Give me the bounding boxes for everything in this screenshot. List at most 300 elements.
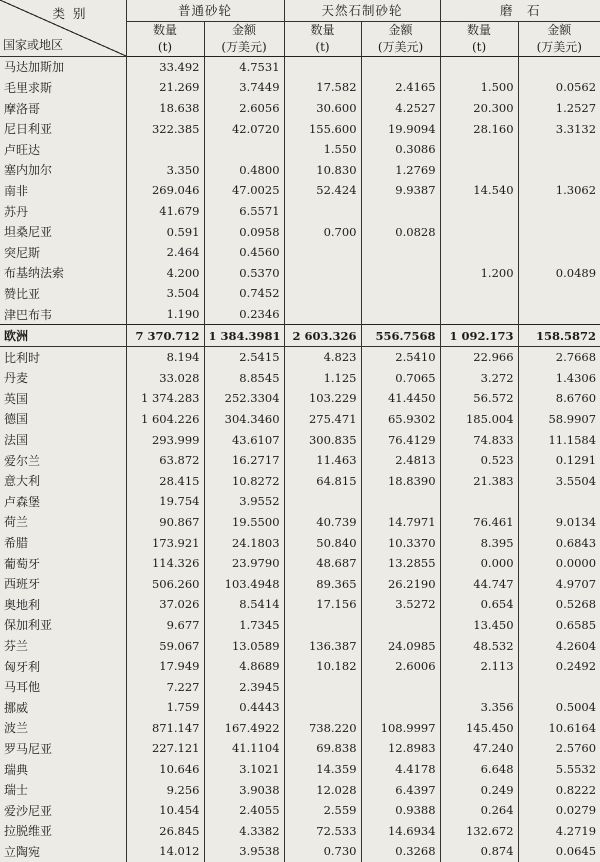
amount-ordinary-cell: 42.0720 [204, 118, 284, 139]
qty-natural-stone-cell: 2.559 [284, 800, 361, 821]
amount-natural-stone-cell [361, 283, 440, 304]
qty-ordinary-cell: 19.754 [126, 491, 204, 512]
amount-whetstone-cell: 1.4306 [518, 368, 600, 389]
country-name: 布基纳法索 [4, 266, 65, 281]
qty-whetstone-cell [440, 160, 518, 181]
group-header-natural-stone-wheels: 天然石制砂轮 [284, 0, 440, 21]
qty-ordinary-cell: 41.679 [126, 201, 204, 222]
amount-natural-stone-cell [361, 242, 440, 263]
header-row-groups [0, 0, 600, 21]
qty-ordinary-cell: 269.046 [126, 180, 204, 201]
amount-natural-stone-cell: 24.0985 [361, 635, 440, 656]
qty-ordinary-cell: 33.492 [126, 56, 204, 77]
qty-natural-stone-cell: 4.823 [284, 346, 361, 367]
amount-ordinary-cell: 3.1021 [204, 759, 284, 780]
table-row [0, 553, 600, 574]
qty-natural-stone-cell: 52.424 [284, 180, 361, 201]
amount-whetstone-cell: 0.8222 [518, 779, 600, 800]
table-row [0, 56, 600, 77]
table-row [0, 841, 600, 862]
amount-natural-stone-cell: 3.5272 [361, 594, 440, 615]
amount-natural-stone-cell: 6.4397 [361, 779, 440, 800]
amount-ordinary-cell: 304.3460 [204, 409, 284, 430]
qty-whetstone-cell: 6.648 [440, 759, 518, 780]
qty-whetstone-cell: 0.264 [440, 800, 518, 821]
qty-whetstone-cell: 3.356 [440, 697, 518, 718]
qty-ordinary-cell: 8.194 [126, 346, 204, 367]
table-row [0, 160, 600, 181]
qty-whetstone-cell: 1.200 [440, 263, 518, 284]
amount-natural-stone-cell [361, 56, 440, 77]
amount-ordinary-cell: 16.2717 [204, 450, 284, 471]
amount-ordinary-cell: 2.4055 [204, 800, 284, 821]
qty-natural-stone-cell: 155.600 [284, 118, 361, 139]
qty-whetstone-cell [440, 283, 518, 304]
qty-whetstone-cell: 0.654 [440, 594, 518, 615]
amount-natural-stone-cell: 0.7065 [361, 368, 440, 389]
amount-whetstone-cell: 3.5504 [518, 470, 600, 491]
amount-ordinary-cell: 103.4948 [204, 573, 284, 594]
qty-natural-stone-cell [284, 304, 361, 325]
table-row [0, 800, 600, 821]
qty-whetstone-cell: 47.240 [440, 738, 518, 759]
amount-natural-stone-cell: 65.9302 [361, 409, 440, 430]
amount-ordinary-cell: 43.6107 [204, 429, 284, 450]
qty-ordinary-cell: 59.067 [126, 635, 204, 656]
amount-natural-stone-cell: 0.9388 [361, 800, 440, 821]
qty-whetstone-cell: 14.540 [440, 180, 518, 201]
corner-header [0, 0, 126, 56]
table-row [0, 635, 600, 656]
amount-whetstone-cell: 0.5004 [518, 697, 600, 718]
country-name: 罗马尼亚 [4, 741, 53, 756]
amount-natural-stone-cell: 13.2855 [361, 553, 440, 574]
qty-natural-stone-cell: 11.463 [284, 450, 361, 471]
country-name: 德国 [4, 412, 29, 427]
country-name: 西班牙 [4, 577, 41, 592]
amount-natural-stone-cell: 2.4165 [361, 77, 440, 98]
amount-ordinary-cell: 24.1803 [204, 532, 284, 553]
amount-natural-stone-cell [361, 676, 440, 697]
qty-natural-stone-cell [284, 676, 361, 697]
amount-ordinary-cell: 0.2346 [204, 304, 284, 325]
qty-natural-stone-cell: 72.533 [284, 821, 361, 842]
qty-ordinary-cell [126, 139, 204, 160]
qty-natural-stone-cell: 738.220 [284, 718, 361, 739]
table-row [0, 346, 600, 367]
qty-ordinary-cell: 10.646 [126, 759, 204, 780]
amount-whetstone-cell [518, 56, 600, 77]
region-name: 欧洲 [0, 325, 126, 347]
qty-natural-stone-cell: 50.840 [284, 532, 361, 553]
amount-ordinary-cell: 8.5414 [204, 594, 284, 615]
qty-whetstone-cell: 21.383 [440, 470, 518, 491]
qty-natural-stone-cell: 64.815 [284, 470, 361, 491]
qty-natural-stone-cell: 0.700 [284, 221, 361, 242]
qty-natural-stone-cell [284, 242, 361, 263]
qty-natural-stone-cell: 1.550 [284, 139, 361, 160]
qty-ordinary-cell: 173.921 [126, 532, 204, 553]
qty-natural-stone-cell: 40.739 [284, 512, 361, 533]
amount-ordinary-cell: 1 384.3981 [204, 325, 284, 347]
qty-whetstone-cell: 48.532 [440, 635, 518, 656]
amount-whetstone-cell [518, 491, 600, 512]
qty-natural-stone-cell: 48.687 [284, 553, 361, 574]
country-name: 塞内加尔 [4, 163, 53, 178]
table-row [0, 201, 600, 222]
country-name: 苏丹 [4, 204, 29, 219]
qty-natural-stone-cell: 275.471 [284, 409, 361, 430]
country-name: 意大利 [4, 474, 41, 489]
amount-ordinary-cell: 3.9552 [204, 491, 284, 512]
amount-whetstone-cell: 8.6760 [518, 388, 600, 409]
qty-natural-stone-cell [284, 615, 361, 636]
qty-natural-stone-cell [284, 201, 361, 222]
qty-whetstone-cell [440, 56, 518, 77]
amount-ordinary-cell: 0.4800 [204, 160, 284, 181]
qty-ordinary-cell: 37.026 [126, 594, 204, 615]
amount-whetstone-cell: 0.6585 [518, 615, 600, 636]
qty-whetstone-cell: 0.000 [440, 553, 518, 574]
qty-whetstone-cell: 1 092.173 [440, 325, 518, 347]
country-name: 比利时 [4, 350, 41, 365]
amount-ordinary-cell: 3.9538 [204, 841, 284, 862]
table-row [0, 718, 600, 739]
amount-natural-stone-cell: 18.8390 [361, 470, 440, 491]
group-header-whetstones: 磨 石 [440, 0, 600, 21]
table-row [0, 118, 600, 139]
amount-whetstone-cell: 0.2492 [518, 656, 600, 677]
qty-ordinary-cell: 227.121 [126, 738, 204, 759]
amount-ordinary-cell: 2.3945 [204, 676, 284, 697]
amount-ordinary-cell: 0.5370 [204, 263, 284, 284]
qty-natural-stone-cell: 0.730 [284, 841, 361, 862]
amount-ordinary-cell: 1.7345 [204, 615, 284, 636]
table-row [0, 759, 600, 780]
country-name: 保加利亚 [4, 618, 53, 633]
amount-natural-stone-cell: 0.3086 [361, 139, 440, 160]
qty-natural-stone-cell: 10.830 [284, 160, 361, 181]
qty-ordinary-cell: 322.385 [126, 118, 204, 139]
qty-natural-stone-cell: 136.387 [284, 635, 361, 656]
country-name: 丹麦 [4, 371, 29, 386]
table-row [0, 470, 600, 491]
qty-ordinary-cell: 9.256 [126, 779, 204, 800]
table-row [0, 139, 600, 160]
qty-ordinary-cell: 2.464 [126, 242, 204, 263]
country-name: 挪威 [4, 700, 29, 715]
qty-whetstone-cell: 13.450 [440, 615, 518, 636]
amount-ordinary-cell: 252.3304 [204, 388, 284, 409]
qty-whetstone-cell: 0.523 [440, 450, 518, 471]
amount-natural-stone-cell: 2.5410 [361, 346, 440, 367]
amount-natural-stone-cell: 108.9997 [361, 718, 440, 739]
table-row [0, 409, 600, 430]
qty-whetstone-cell: 28.160 [440, 118, 518, 139]
qty-natural-stone-cell: 300.835 [284, 429, 361, 450]
table-row [0, 676, 600, 697]
country-name: 荷兰 [4, 515, 29, 530]
amount-whetstone-cell [518, 201, 600, 222]
amount-ordinary-cell: 0.4560 [204, 242, 284, 263]
amount-ordinary-cell: 3.7449 [204, 77, 284, 98]
amount-whetstone-cell [518, 676, 600, 697]
amount-natural-stone-cell: 14.7971 [361, 512, 440, 533]
country-name: 南非 [4, 183, 29, 198]
qty-natural-stone-cell [284, 263, 361, 284]
table-row [0, 615, 600, 636]
amount-ordinary-cell: 13.0589 [204, 635, 284, 656]
amount-whetstone-cell [518, 242, 600, 263]
country-name: 瑞士 [4, 783, 29, 798]
table-row [0, 573, 600, 594]
amount-ordinary-cell [204, 139, 284, 160]
qty-natural-stone-cell: 1.125 [284, 368, 361, 389]
amount-whetstone-cell: 0.0562 [518, 77, 600, 98]
qty-ordinary-cell: 871.147 [126, 718, 204, 739]
qty-ordinary-cell: 506.260 [126, 573, 204, 594]
amount-whetstone-cell: 0.0279 [518, 800, 600, 821]
qty-whetstone-cell: 8.395 [440, 532, 518, 553]
qty-whetstone-cell: 74.833 [440, 429, 518, 450]
country-name: 希腊 [4, 536, 29, 551]
qty-ordinary-cell: 18.638 [126, 98, 204, 119]
amount-whetstone-cell: 2.7668 [518, 346, 600, 367]
table-body [0, 56, 600, 862]
qty-ordinary-cell: 3.350 [126, 160, 204, 181]
amount-natural-stone-cell [361, 697, 440, 718]
amount-header: 金额 (万美元) [204, 21, 284, 56]
amount-whetstone-cell: 4.9707 [518, 573, 600, 594]
amount-whetstone-cell [518, 304, 600, 325]
amount-ordinary-cell: 2.5415 [204, 346, 284, 367]
qty-ordinary-cell: 1.190 [126, 304, 204, 325]
amount-ordinary-cell: 47.0025 [204, 180, 284, 201]
country-name: 津巴布韦 [4, 307, 53, 322]
qty-ordinary-cell: 21.269 [126, 77, 204, 98]
amount-ordinary-cell: 4.3382 [204, 821, 284, 842]
qty-ordinary-cell: 293.999 [126, 429, 204, 450]
amount-natural-stone-cell: 14.6934 [361, 821, 440, 842]
table-row [0, 532, 600, 553]
country-name: 尼日利亚 [4, 122, 53, 137]
table-row [0, 180, 600, 201]
amount-header: 金额 (万美元) [518, 21, 600, 56]
qty-ordinary-cell: 90.867 [126, 512, 204, 533]
amount-whetstone-cell: 0.0000 [518, 553, 600, 574]
qty-whetstone-cell [440, 242, 518, 263]
table-row [0, 388, 600, 409]
amount-whetstone-cell: 1.2527 [518, 98, 600, 119]
qty-ordinary-cell: 0.591 [126, 221, 204, 242]
country-name: 法国 [4, 433, 29, 448]
country-name: 爱沙尼亚 [4, 803, 53, 818]
qty-ordinary-cell: 17.949 [126, 656, 204, 677]
country-name: 突尼斯 [4, 245, 41, 260]
amount-ordinary-cell: 0.0958 [204, 221, 284, 242]
qty-whetstone-cell [440, 676, 518, 697]
group-header-ordinary-grinding-wheels: 普通砂轮 [126, 0, 284, 21]
qty-ordinary-cell: 3.504 [126, 283, 204, 304]
table-row [0, 368, 600, 389]
amount-ordinary-cell: 41.1104 [204, 738, 284, 759]
amount-natural-stone-cell: 12.8983 [361, 738, 440, 759]
table-row [0, 738, 600, 759]
table-row [0, 656, 600, 677]
amount-whetstone-cell [518, 221, 600, 242]
qty-whetstone-cell: 76.461 [440, 512, 518, 533]
qty-ordinary-cell: 9.677 [126, 615, 204, 636]
table-row [0, 77, 600, 98]
amount-natural-stone-cell: 9.9387 [361, 180, 440, 201]
table-row [0, 491, 600, 512]
amount-whetstone-cell: 11.1584 [518, 429, 600, 450]
amount-whetstone-cell: 9.0134 [518, 512, 600, 533]
amount-ordinary-cell: 8.8545 [204, 368, 284, 389]
qty-ordinary-cell: 114.326 [126, 553, 204, 574]
qty-whetstone-cell [440, 139, 518, 160]
country-name: 拉脱维亚 [4, 824, 53, 839]
table-row [0, 779, 600, 800]
qty-whetstone-cell: 44.747 [440, 573, 518, 594]
country-name: 爱尔兰 [4, 453, 41, 468]
qty-whetstone-cell: 145.450 [440, 718, 518, 739]
qty-natural-stone-cell: 69.838 [284, 738, 361, 759]
qty-natural-stone-cell: 17.156 [284, 594, 361, 615]
country-name: 葡萄牙 [4, 556, 41, 571]
table-row [0, 263, 600, 284]
qty-ordinary-cell: 26.845 [126, 821, 204, 842]
amount-whetstone-cell: 0.5268 [518, 594, 600, 615]
category-label: 类别 [52, 6, 94, 21]
qty-ordinary-cell: 7 370.712 [126, 325, 204, 347]
amount-whetstone-cell: 1.3062 [518, 180, 600, 201]
table-row [0, 697, 600, 718]
qty-ordinary-cell: 14.012 [126, 841, 204, 862]
amount-natural-stone-cell: 26.2190 [361, 573, 440, 594]
qty-ordinary-cell: 7.227 [126, 676, 204, 697]
table-row [0, 594, 600, 615]
amount-ordinary-cell: 167.4922 [204, 718, 284, 739]
country-name: 瑞典 [4, 762, 29, 777]
amount-whetstone-cell: 0.1291 [518, 450, 600, 471]
amount-whetstone-cell: 2.5760 [518, 738, 600, 759]
country-name: 卢森堡 [4, 494, 41, 509]
qty-whetstone-cell: 1.500 [440, 77, 518, 98]
qty-whetstone-cell: 0.874 [440, 841, 518, 862]
amount-whetstone-cell: 0.0645 [518, 841, 600, 862]
amount-natural-stone-cell: 4.4178 [361, 759, 440, 780]
amount-natural-stone-cell: 1.2769 [361, 160, 440, 181]
amount-ordinary-cell: 0.4443 [204, 697, 284, 718]
qty-natural-stone-cell [284, 697, 361, 718]
amount-whetstone-cell: 58.9907 [518, 409, 600, 430]
qty-whetstone-cell [440, 221, 518, 242]
qty-whetstone-cell [440, 201, 518, 222]
country-name: 匈牙利 [4, 659, 41, 674]
amount-whetstone-cell: 4.2604 [518, 635, 600, 656]
amount-natural-stone-cell: 10.3370 [361, 532, 440, 553]
amount-natural-stone-cell [361, 263, 440, 284]
qty-natural-stone-cell: 12.028 [284, 779, 361, 800]
qty-ordinary-cell: 4.200 [126, 263, 204, 284]
amount-whetstone-cell: 5.5532 [518, 759, 600, 780]
qty-header: 数量 (t) [440, 21, 518, 56]
amount-natural-stone-cell: 2.6006 [361, 656, 440, 677]
amount-ordinary-cell: 19.5500 [204, 512, 284, 533]
amount-natural-stone-cell [361, 304, 440, 325]
qty-natural-stone-cell [284, 56, 361, 77]
amount-whetstone-cell [518, 283, 600, 304]
amount-natural-stone-cell: 41.4450 [361, 388, 440, 409]
qty-natural-stone-cell: 89.365 [284, 573, 361, 594]
region-row [0, 325, 600, 347]
amount-natural-stone-cell [361, 491, 440, 512]
amount-whetstone-cell [518, 160, 600, 181]
amount-ordinary-cell: 10.8272 [204, 470, 284, 491]
qty-natural-stone-cell [284, 491, 361, 512]
qty-natural-stone-cell: 17.582 [284, 77, 361, 98]
table-row [0, 450, 600, 471]
table-row [0, 512, 600, 533]
amount-header: 金额 (万美元) [361, 21, 440, 56]
amount-ordinary-cell: 6.5571 [204, 201, 284, 222]
amount-ordinary-cell: 2.6056 [204, 98, 284, 119]
table-row [0, 221, 600, 242]
amount-natural-stone-cell: 19.9094 [361, 118, 440, 139]
country-label: 国家或地区 [3, 37, 64, 52]
amount-whetstone-cell [518, 139, 600, 160]
qty-ordinary-cell: 1 374.283 [126, 388, 204, 409]
table-row [0, 821, 600, 842]
country-name: 摩洛哥 [4, 101, 41, 116]
qty-header: 数量 (t) [126, 21, 204, 56]
amount-natural-stone-cell [361, 201, 440, 222]
amount-ordinary-cell: 0.7452 [204, 283, 284, 304]
qty-whetstone-cell: 22.966 [440, 346, 518, 367]
amount-natural-stone-cell: 76.4129 [361, 429, 440, 450]
qty-natural-stone-cell: 103.229 [284, 388, 361, 409]
table-row [0, 242, 600, 263]
table-row [0, 98, 600, 119]
amount-ordinary-cell: 4.8689 [204, 656, 284, 677]
qty-whetstone-cell [440, 491, 518, 512]
country-name: 芬兰 [4, 639, 29, 654]
qty-ordinary-cell: 1 604.226 [126, 409, 204, 430]
amount-natural-stone-cell: 4.2527 [361, 98, 440, 119]
amount-whetstone-cell: 3.3132 [518, 118, 600, 139]
country-name: 英国 [4, 391, 29, 406]
amount-whetstone-cell: 158.5872 [518, 325, 600, 347]
table-row [0, 283, 600, 304]
amount-ordinary-cell: 23.9790 [204, 553, 284, 574]
qty-natural-stone-cell: 2 603.326 [284, 325, 361, 347]
amount-natural-stone-cell: 0.3268 [361, 841, 440, 862]
amount-whetstone-cell: 0.6843 [518, 532, 600, 553]
country-name: 奥地利 [4, 597, 41, 612]
country-name: 立陶宛 [4, 844, 41, 859]
qty-whetstone-cell: 20.300 [440, 98, 518, 119]
amount-ordinary-cell: 3.9038 [204, 779, 284, 800]
country-name: 卢旺达 [4, 142, 41, 157]
qty-header: 数量 (t) [284, 21, 361, 56]
qty-whetstone-cell: 185.004 [440, 409, 518, 430]
country-name: 坦桑尼亚 [4, 225, 53, 240]
qty-natural-stone-cell: 10.182 [284, 656, 361, 677]
amount-whetstone-cell: 0.0489 [518, 263, 600, 284]
table-row [0, 429, 600, 450]
amount-natural-stone-cell: 2.4813 [361, 450, 440, 471]
